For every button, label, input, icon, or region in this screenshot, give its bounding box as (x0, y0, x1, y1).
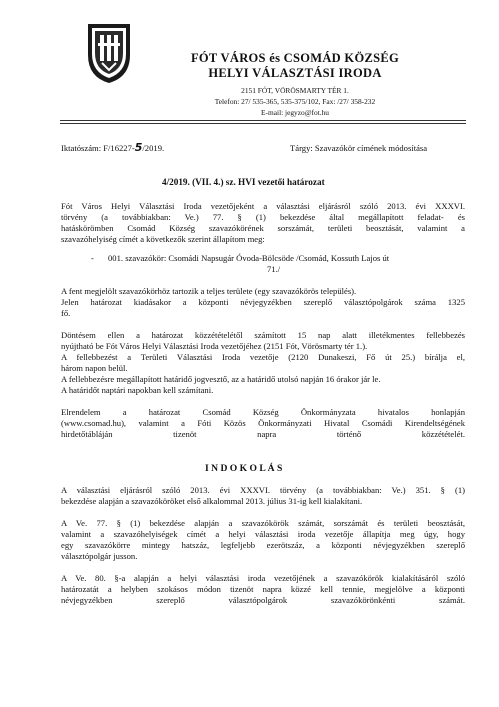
body-line: A Ve. 77. § (1) bekezdése alapján a szavazókörök számát, sorszámát és területi beosztását, (61, 518, 465, 528)
list-bullet: - (91, 253, 94, 263)
polling-station-line: 001. szavazókör: Csomádi Napsugár Óvoda-Bölcsöde /Csomád, Kossuth Lajos út (108, 253, 390, 263)
body-line: egy szavazókörre mintegy hatszáz, legfeljebb ezerötszáz, a központi névjegyzékben szereplő (61, 540, 465, 550)
handwritten-number: 5 (134, 141, 143, 154)
header-divider-bottom (60, 123, 466, 124)
body-line: hatáskörömben Csomád Község szavazókörének sorszámát, területi beosztását, valamint a (61, 223, 465, 233)
body-line: három napon belül. (61, 363, 128, 373)
body-line: A Ve. 80. §-a alapján a helyi választási iroda vezetőjének a szavazókörök kialakításáról szóló (61, 573, 465, 583)
office-address: 2151 FÓT, VÖRÖSMARTY TÉR 1. (241, 86, 349, 95)
polling-station-line-cont: 71./ (267, 264, 281, 274)
office-email: E-mail: jegyzo@fot.hu (261, 108, 329, 117)
reference-number (61, 142, 164, 154)
header-divider-top (60, 120, 466, 121)
body-line: Döntésem ellen a határozat közzétételétől számított 15 nap alatt illetékmentes fellebbezés (61, 330, 465, 340)
office-phone-fax: Telefon: 27/ 535-365, 535-375/102, Fax: /27/ 358-232 (214, 97, 376, 106)
body-line: A fellebbezésre megállapított határidő jogvesztő, az a határidő utolsó napján 16 órakor jár le. (61, 374, 381, 384)
document-title: 4/2019. (VII. 4.) sz. HVI vezetői határozat (162, 177, 325, 187)
reference-suffix: /2019. (142, 143, 165, 153)
body-line: névjegyzékben szereplő választópolgárok szavazókörönkénti számát. (61, 595, 465, 605)
body-line: A fellebbezést a Területi Választási Iroda vezetője (2120 Dunakeszi, Fő út 25.) bírálja el, (61, 352, 465, 362)
body-line: A választási eljárásról szóló 2013. évi XXXVI. törvény (a továbbiakban: Ve.) 351. § (1) (61, 485, 465, 495)
body-line: választópolgár jusson. (61, 551, 138, 561)
issuing-office-line1: FÓT VÁROS és CSOMÁD KÖZSÉG (190, 51, 400, 65)
body-line: Elrendelem a határozat Csomád Község Önkormányzata hivatalos honlapján (61, 407, 465, 417)
reference-prefix: Iktatószám: F/16227- (61, 143, 135, 153)
subject-line: Tárgy: Szavazókör címének módosítása (290, 143, 428, 153)
body-line: (www.csomad.hu), valamint a Fóti Közös Önkormányzati Hivatal Csomádi Kirendeltségének (61, 418, 465, 428)
body-line: A fent megjelölt szavazókörhöz tartozik a teljes területe (egy szavazókörös település). (61, 286, 357, 296)
body-line: valamint a szavazóhelyiségek címét a helyi választási iroda vezetője állapítja meg úgy, hogy (61, 529, 465, 539)
body-line: A határidőt naptári napokban kell számítani. (61, 385, 214, 395)
body-line: határozatát a helyben szokásos módon tizenöt napra közzé kell tennie, megjelölve a központi (61, 584, 465, 594)
issuing-office-line2: HELYI VÁLASZTÁSI IRODA (208, 66, 382, 80)
body-line: Fót Város Helyi Választási Iroda vezetőjeként a választási eljárásról szóló 2013. évi XXXVI. (61, 201, 465, 211)
body-line: bekezdése alapján a szavazóköröket első alkalommal 2013. július 31-ig kell kialakítani. (61, 496, 363, 506)
section-heading: I N D O K O L Á S (205, 463, 283, 474)
body-line: szavazóhelyiség címét a következők szerint állapítom meg: (61, 234, 265, 244)
body-line: nyújtható be Fót Város Helyi Választási Iroda vezetőjéhez (2151 Fót, Vörösmarty tér 1.). (61, 341, 368, 351)
body-line: fő. (61, 308, 71, 318)
body-line: törvény (a továbbiakban: Ve.) 77. § (1) bekezdése által megállapított feladat- és (61, 212, 465, 222)
body-line: Jelen határozat kiadásakor a központi névjegyzékben szereplő választópolgárok száma 1325 (61, 297, 465, 307)
city-coat-of-arms-icon (86, 21, 132, 85)
body-line: hirdetőtábláján tizenöt napra történő közzétételét. (61, 429, 465, 439)
